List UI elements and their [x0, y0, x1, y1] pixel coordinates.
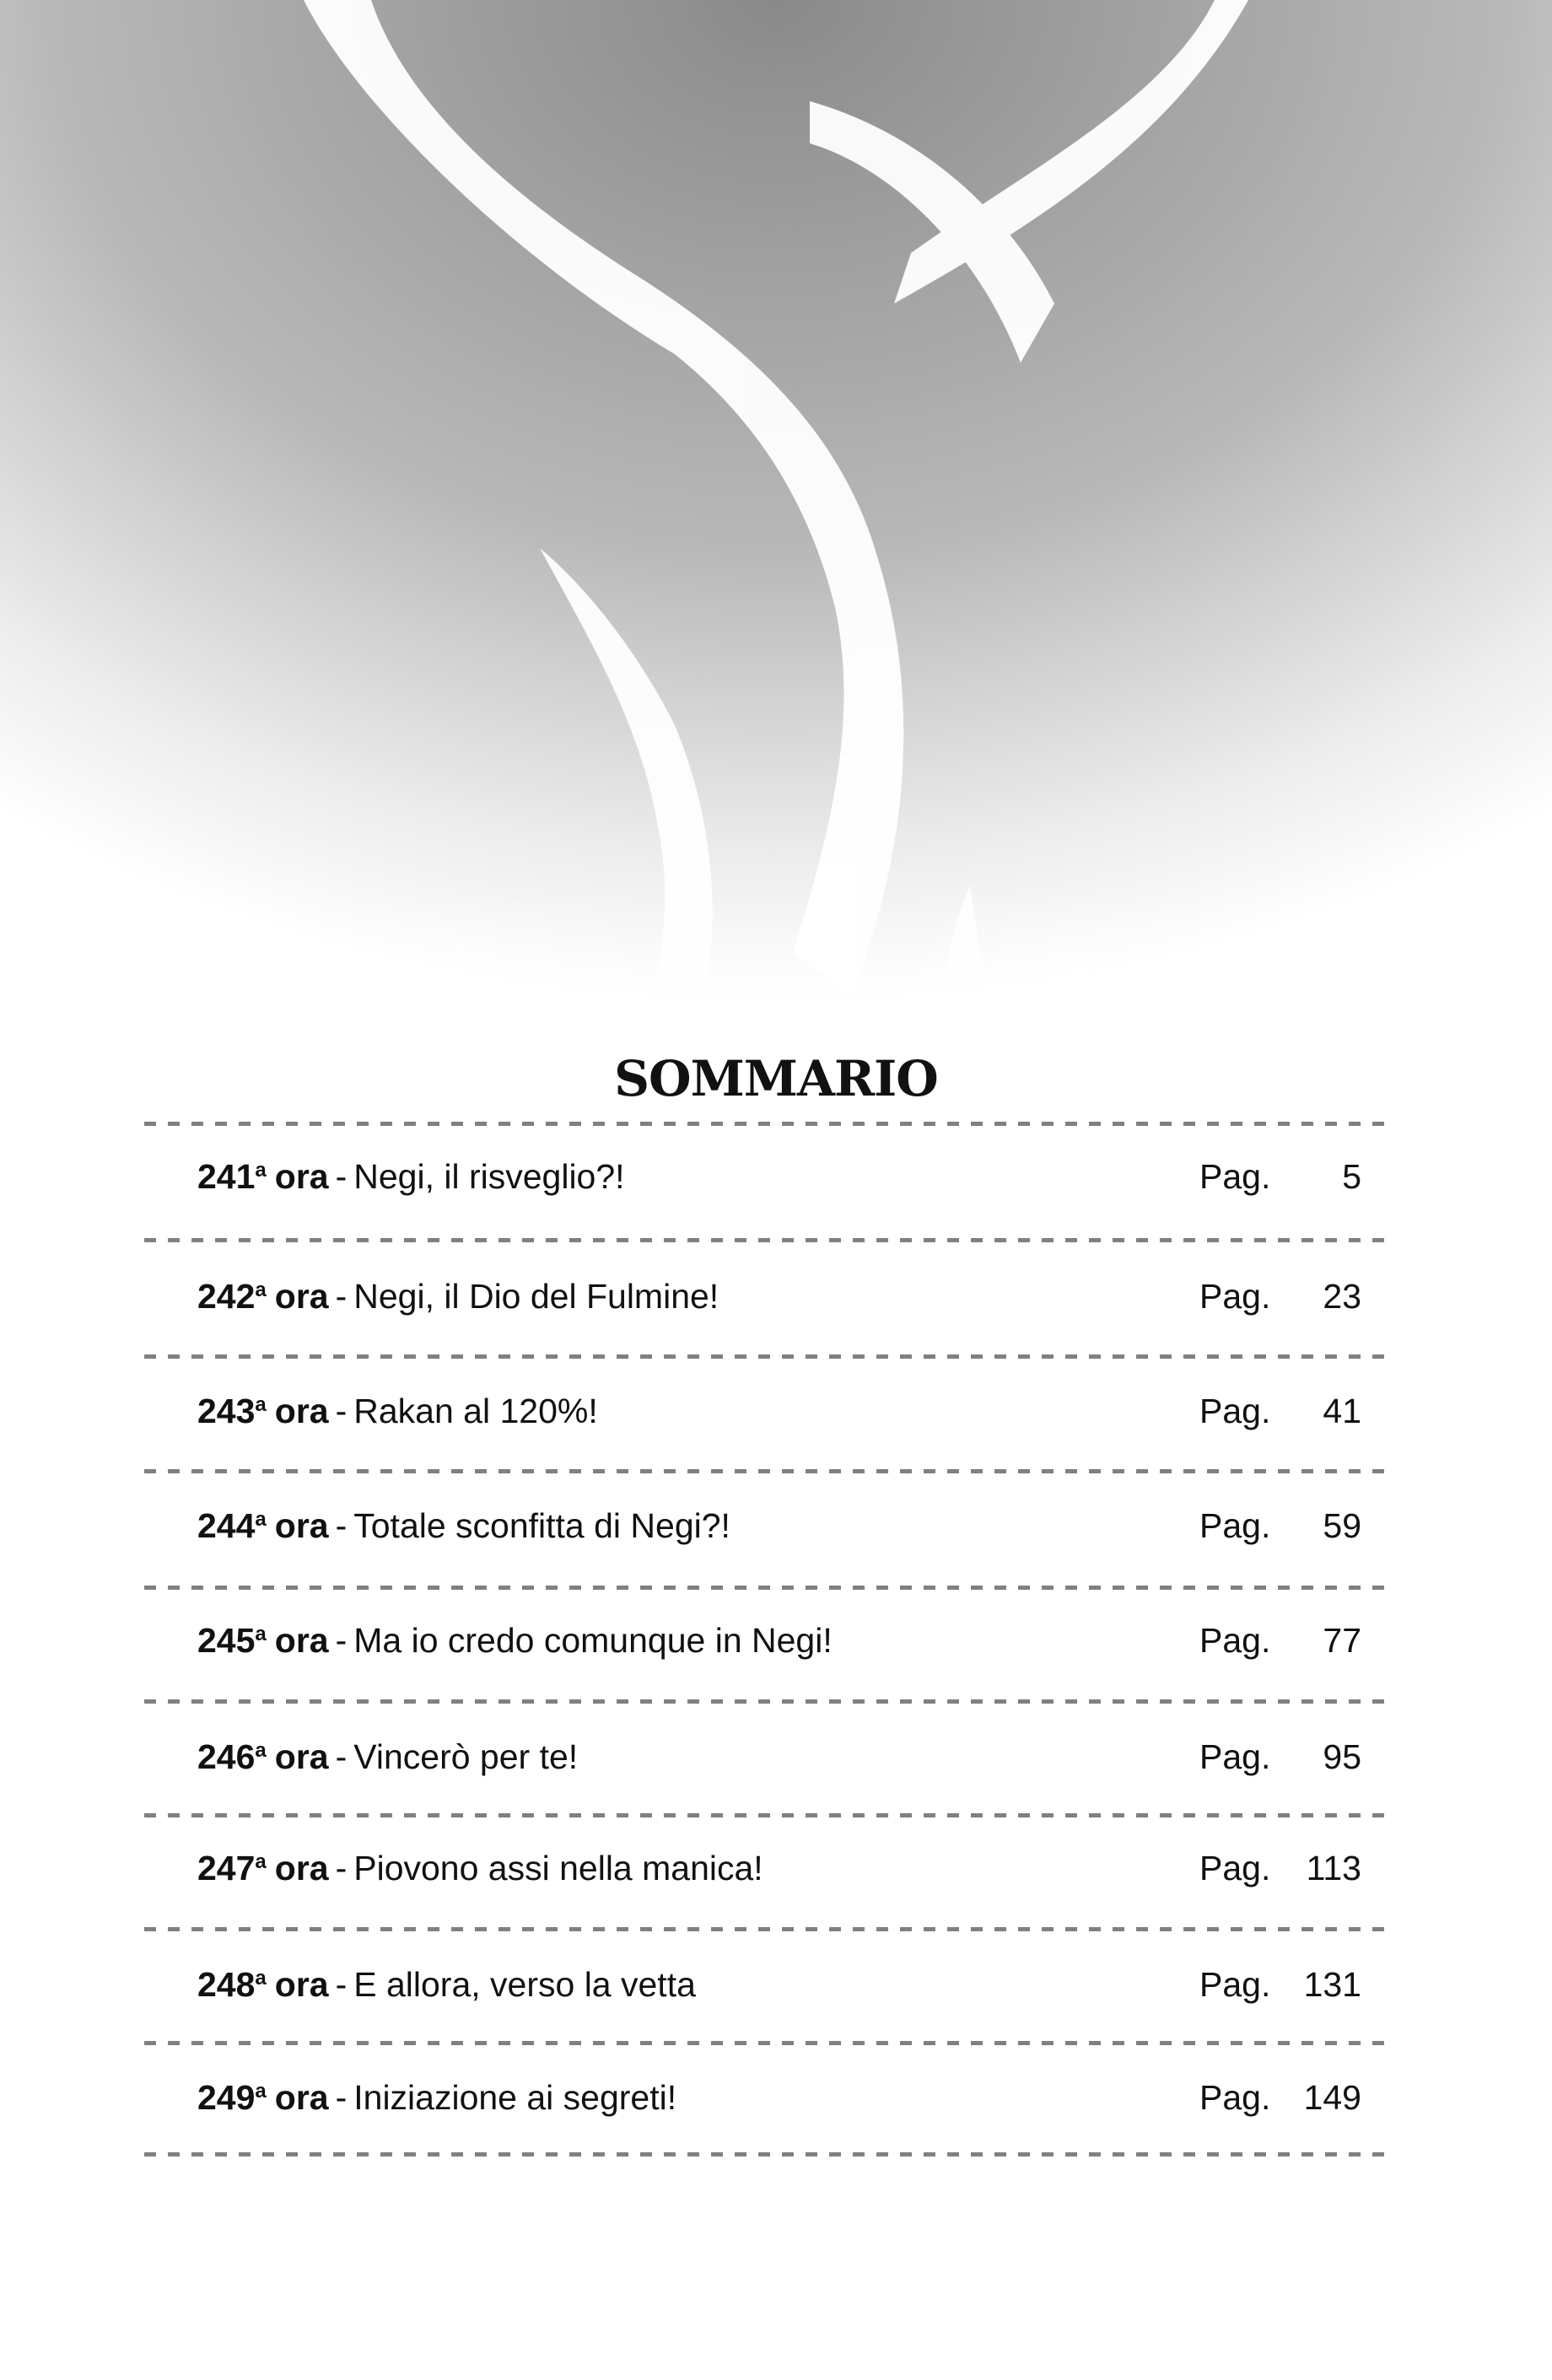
separator: - — [335, 1849, 348, 1887]
chapter-title: Totale sconfitta di Negi?! — [353, 1506, 730, 1545]
page-label: Pag. — [1199, 1277, 1271, 1316]
chapter-title: E allora, verso la vetta — [353, 1965, 696, 2004]
chapter-number: 248$^a$ — [197, 1965, 267, 2004]
page-number: 41 — [1323, 1392, 1361, 1430]
page-label: Pag. — [1199, 1737, 1271, 1776]
toc-entry — [197, 2078, 1361, 2129]
chapter-ora-label: ora — [274, 2078, 329, 2117]
divider — [144, 1238, 1389, 1242]
chapter-title: Ma io credo comunque in Negi! — [353, 1621, 833, 1660]
divider — [144, 1813, 1389, 1817]
divider — [144, 2041, 1389, 2045]
toc-entry — [197, 1737, 1361, 1788]
chapter-ora-label: ora — [274, 1737, 329, 1776]
page-number: 23 — [1323, 1277, 1361, 1316]
page-number: 149 — [1303, 2078, 1361, 2117]
separator: - — [335, 1157, 348, 1196]
page-number: 95 — [1323, 1737, 1361, 1776]
chapter-ora-label: ora — [274, 1157, 329, 1196]
chapter-number: 249$^a$ — [197, 2078, 267, 2117]
chapter-ora-label: ora — [274, 1506, 329, 1545]
page-number: 77 — [1323, 1621, 1361, 1660]
page-label: Pag. — [1199, 1392, 1271, 1430]
divider — [144, 1354, 1389, 1359]
chapter-number: 242$^a$ — [197, 1277, 267, 1316]
divider — [144, 2152, 1389, 2157]
divider — [144, 1469, 1389, 1473]
page-label: Pag. — [1199, 1965, 1271, 2004]
chapter-number: 244$^a$ — [197, 1506, 267, 1545]
toc-entry — [197, 1157, 1361, 1208]
chapter-ora-label: ora — [274, 1277, 329, 1316]
page-number: 113 — [1306, 1849, 1361, 1887]
toc-entry — [197, 1392, 1361, 1442]
separator: - — [335, 1965, 348, 2004]
separator: - — [335, 1277, 348, 1316]
chapter-number: 243$^a$ — [197, 1392, 267, 1430]
page-label: Pag. — [1199, 1849, 1271, 1887]
separator: - — [335, 1737, 348, 1776]
chapter-title: Piovono assi nella manica! — [353, 1849, 763, 1887]
divider — [144, 1927, 1389, 1931]
page-label: Pag. — [1199, 2078, 1271, 2117]
page-title: SOMMARIO — [614, 1050, 938, 1107]
divider — [144, 1699, 1389, 1704]
page-number: 131 — [1303, 1965, 1361, 2004]
separator: - — [335, 1506, 348, 1545]
separator: - — [335, 2078, 348, 2117]
chapter-number: 245$^a$ — [197, 1621, 267, 1660]
page-label: Pag. — [1199, 1621, 1271, 1660]
divider — [144, 1122, 1389, 1126]
toc-entry — [197, 1621, 1361, 1672]
divider — [144, 1586, 1389, 1590]
chapter-title: Negi, il Dio del Fulmine! — [353, 1277, 719, 1316]
chapter-title: Iniziazione ai segreti! — [353, 2078, 677, 2117]
page-label: Pag. — [1199, 1157, 1271, 1196]
page-number: 59 — [1323, 1506, 1361, 1545]
chapter-title: Negi, il risveglio?! — [353, 1157, 625, 1196]
chapter-title: Vincerò per te! — [353, 1737, 579, 1776]
toc-entry — [197, 1965, 1361, 2016]
page-number: 5 — [1342, 1157, 1361, 1196]
page-label: Pag. — [1199, 1506, 1271, 1545]
chapter-ora-label: ora — [274, 1392, 329, 1430]
chapter-number: 247$^a$ — [197, 1849, 267, 1887]
chapter-ora-label: ora — [274, 1849, 329, 1887]
chapter-ora-label: ora — [274, 1621, 329, 1660]
toc-entry — [197, 1849, 1361, 1899]
toc-entry — [197, 1277, 1361, 1327]
toc-entry — [197, 1506, 1361, 1557]
chapter-ora-label: ora — [274, 1965, 329, 2004]
chapter-number: 241$^a$ — [197, 1157, 267, 1196]
chapter-title: Rakan al 120%! — [353, 1392, 598, 1430]
separator: - — [335, 1392, 348, 1430]
separator: - — [335, 1621, 348, 1660]
chapter-number: 246$^a$ — [197, 1737, 267, 1776]
